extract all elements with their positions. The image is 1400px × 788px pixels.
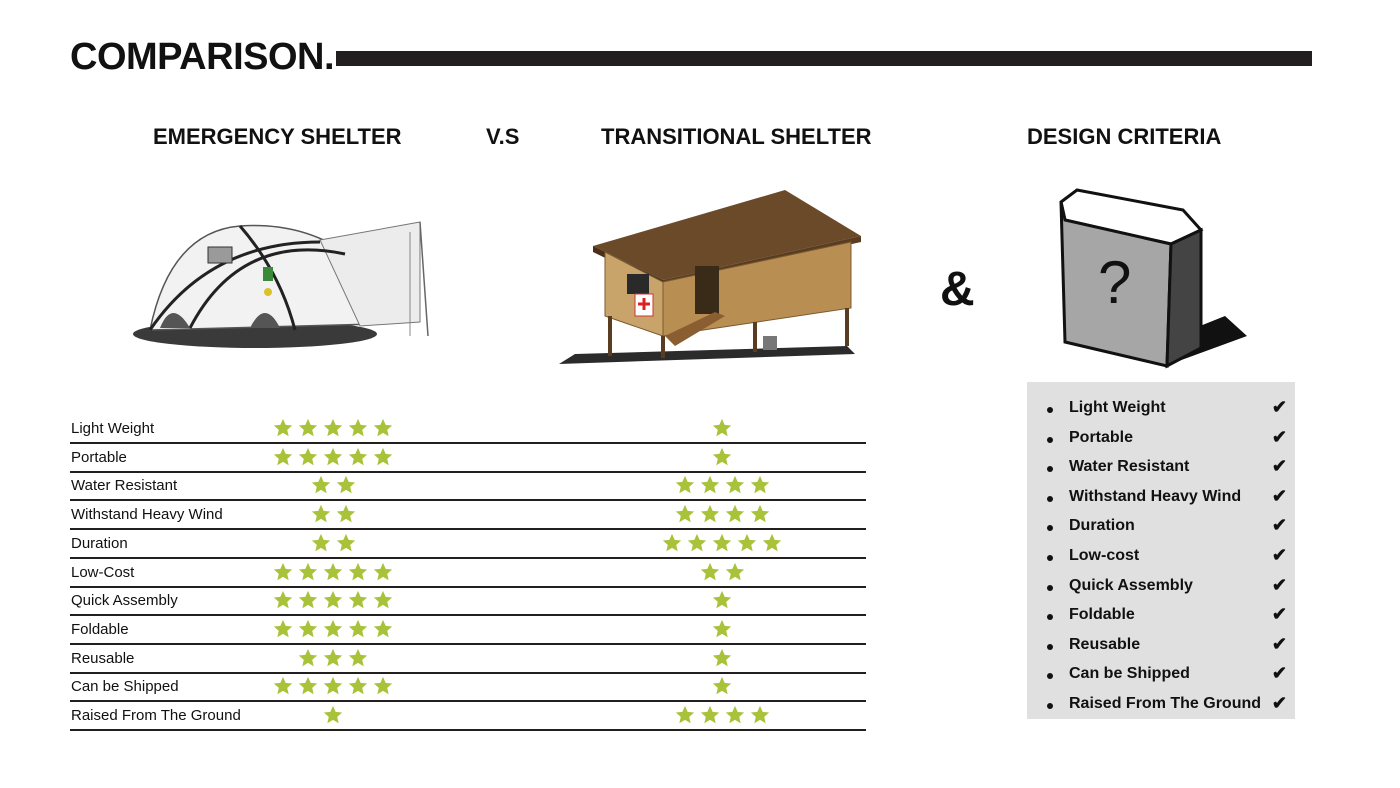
row-label: Portable (71, 448, 127, 466)
star-icon (272, 589, 294, 611)
star-icon (335, 503, 357, 525)
check-icon: ✔ (1271, 397, 1287, 417)
table-row (70, 672, 866, 702)
ampersand: & (940, 263, 975, 316)
criteria-item (1047, 634, 1287, 658)
row-label: Reusable (71, 649, 135, 667)
bullet-icon (1047, 673, 1053, 679)
star-icon (711, 589, 733, 611)
star-icon (347, 417, 369, 439)
transitional-stars (699, 561, 746, 583)
emergency-stars (272, 618, 394, 640)
bullet-icon (1047, 437, 1053, 443)
star-icon (711, 532, 733, 554)
table-row (70, 586, 866, 616)
star-icon (711, 647, 733, 669)
star-icon (699, 704, 721, 726)
design-criteria-heading: DESIGN CRITERIA (1027, 124, 1222, 149)
criteria-label: Water Resistant (1069, 458, 1190, 476)
star-icon (272, 417, 294, 439)
transitional-stars (711, 589, 733, 611)
bullet-icon (1047, 703, 1053, 709)
criteria-item (1047, 486, 1287, 510)
criteria-item (1047, 515, 1287, 539)
criteria-box (1027, 382, 1295, 719)
star-icon (749, 704, 771, 726)
bullet-icon (1047, 585, 1053, 591)
check-icon: ✔ (1271, 545, 1287, 565)
star-icon (297, 417, 319, 439)
star-icon (372, 589, 394, 611)
star-icon (749, 503, 771, 525)
criteria-label: Portable (1069, 428, 1134, 446)
star-icon (724, 474, 746, 496)
star-icon (322, 618, 344, 640)
hut-image (555, 186, 865, 370)
criteria-item (1047, 545, 1287, 569)
row-label: Foldable (71, 620, 129, 638)
star-icon (347, 647, 369, 669)
star-icon (724, 561, 746, 583)
title-bar (336, 51, 1312, 66)
tent-image (130, 212, 440, 352)
star-icon (347, 446, 369, 468)
star-icon (297, 446, 319, 468)
bullet-icon (1047, 614, 1053, 620)
star-icon (272, 618, 294, 640)
check-icon: ✔ (1271, 515, 1287, 536)
star-icon (674, 503, 696, 525)
star-icon (347, 589, 369, 611)
bullet-icon (1047, 555, 1053, 561)
star-icon (322, 647, 344, 669)
star-icon (297, 675, 319, 697)
criteria-label: Low-cost (1069, 547, 1140, 564)
star-icon (711, 417, 733, 439)
star-icon (272, 446, 294, 468)
emergency-stars (272, 446, 394, 468)
star-icon (297, 561, 319, 583)
criteria-label: Withstand Heavy Wind (1069, 487, 1242, 505)
star-icon (761, 532, 783, 554)
star-icon (322, 417, 344, 439)
emergency-shelter-heading: EMERGENCY SHELTER (153, 124, 402, 149)
star-icon (674, 704, 696, 726)
bullet-icon (1047, 466, 1053, 472)
star-icon (310, 532, 332, 554)
check-icon: ✔ (1271, 633, 1287, 654)
star-icon (322, 589, 344, 611)
check-icon: ✔ (1271, 604, 1287, 625)
star-icon (674, 474, 696, 496)
emergency-stars (322, 704, 344, 726)
table-row (70, 644, 866, 674)
page-title: COMPARISON. (70, 36, 335, 78)
star-icon (322, 446, 344, 468)
table-row (70, 558, 866, 588)
bullet-icon (1047, 644, 1053, 650)
transitional-stars (674, 503, 771, 525)
check-icon: ✔ (1271, 456, 1287, 477)
table-row (70, 701, 866, 731)
row-label: Duration (71, 534, 128, 552)
design-box-image (1055, 186, 1255, 372)
row-label: Water Resistant (71, 477, 178, 495)
star-icon (661, 532, 683, 554)
criteria-label: Can be Shipped (1069, 665, 1190, 683)
criteria-item (1047, 604, 1287, 628)
vs-heading: V.S (486, 124, 520, 149)
emergency-stars (272, 417, 394, 439)
star-icon (272, 561, 294, 583)
row-label: Quick Assembly (71, 592, 178, 610)
star-icon (272, 675, 294, 697)
criteria-label: Foldable (1069, 606, 1135, 624)
star-icon (711, 618, 733, 640)
star-icon (322, 704, 344, 726)
transitional-stars (711, 446, 733, 468)
bullet-icon (1047, 407, 1053, 413)
criteria-label: Raised From The Ground (1069, 695, 1262, 712)
star-icon (297, 589, 319, 611)
star-icon (310, 474, 332, 496)
star-icon (736, 532, 758, 554)
star-icon (749, 474, 771, 496)
transitional-stars (661, 532, 783, 554)
table-row (70, 615, 866, 645)
check-icon: ✔ (1271, 574, 1287, 595)
star-icon (711, 446, 733, 468)
star-icon (372, 618, 394, 640)
star-icon (347, 561, 369, 583)
table-row (70, 500, 866, 530)
criteria-label: Quick Assembly (1069, 576, 1193, 594)
star-icon (686, 532, 708, 554)
table-row (70, 471, 866, 501)
emergency-stars (310, 532, 357, 554)
star-icon (372, 675, 394, 697)
criteria-label: Light Weight (1069, 399, 1166, 416)
transitional-shelter-heading: TRANSITIONAL SHELTER (601, 124, 872, 149)
criteria-item (1047, 663, 1287, 687)
row-label: Can be Shipped (71, 678, 179, 696)
transitional-stars (711, 675, 733, 697)
star-icon (711, 675, 733, 697)
criteria-item (1047, 397, 1287, 421)
star-icon (310, 503, 332, 525)
transitional-stars (711, 417, 733, 439)
bullet-icon (1047, 525, 1053, 531)
bullet-icon (1047, 496, 1053, 502)
emergency-stars (310, 503, 357, 525)
star-icon (335, 532, 357, 554)
emergency-stars (272, 561, 394, 583)
table-row (70, 443, 866, 473)
emergency-stars (272, 589, 394, 611)
star-icon (372, 561, 394, 583)
row-label: Low-Cost (71, 563, 135, 581)
table-row (70, 414, 866, 444)
transitional-stars (674, 474, 771, 496)
star-icon (322, 561, 344, 583)
transitional-stars (711, 618, 733, 640)
star-icon (699, 503, 721, 525)
emergency-stars (310, 474, 357, 496)
question-mark: ? (1098, 249, 1132, 316)
transitional-stars (674, 704, 771, 726)
check-icon: ✔ (1271, 693, 1287, 713)
star-icon (347, 618, 369, 640)
criteria-item (1047, 427, 1287, 451)
emergency-stars (297, 647, 369, 669)
row-label: Raised From The Ground (71, 707, 241, 724)
star-icon (699, 474, 721, 496)
star-icon (347, 675, 369, 697)
star-icon (699, 561, 721, 583)
star-icon (724, 704, 746, 726)
star-icon (322, 675, 344, 697)
row-label: Withstand Heavy Wind (71, 506, 223, 524)
star-icon (724, 503, 746, 525)
criteria-label: Reusable (1069, 635, 1141, 653)
criteria-item (1047, 693, 1287, 717)
criteria-item (1047, 575, 1287, 599)
criteria-label: Duration (1069, 517, 1135, 535)
star-icon (372, 417, 394, 439)
star-icon (297, 618, 319, 640)
star-icon (335, 474, 357, 496)
star-icon (297, 647, 319, 669)
emergency-stars (272, 675, 394, 697)
row-label: Light Weight (71, 420, 155, 437)
check-icon: ✔ (1271, 663, 1287, 684)
check-icon: ✔ (1271, 485, 1287, 506)
transitional-stars (711, 647, 733, 669)
check-icon: ✔ (1271, 426, 1287, 447)
table-row (70, 529, 866, 559)
star-icon (372, 446, 394, 468)
criteria-item (1047, 456, 1287, 480)
